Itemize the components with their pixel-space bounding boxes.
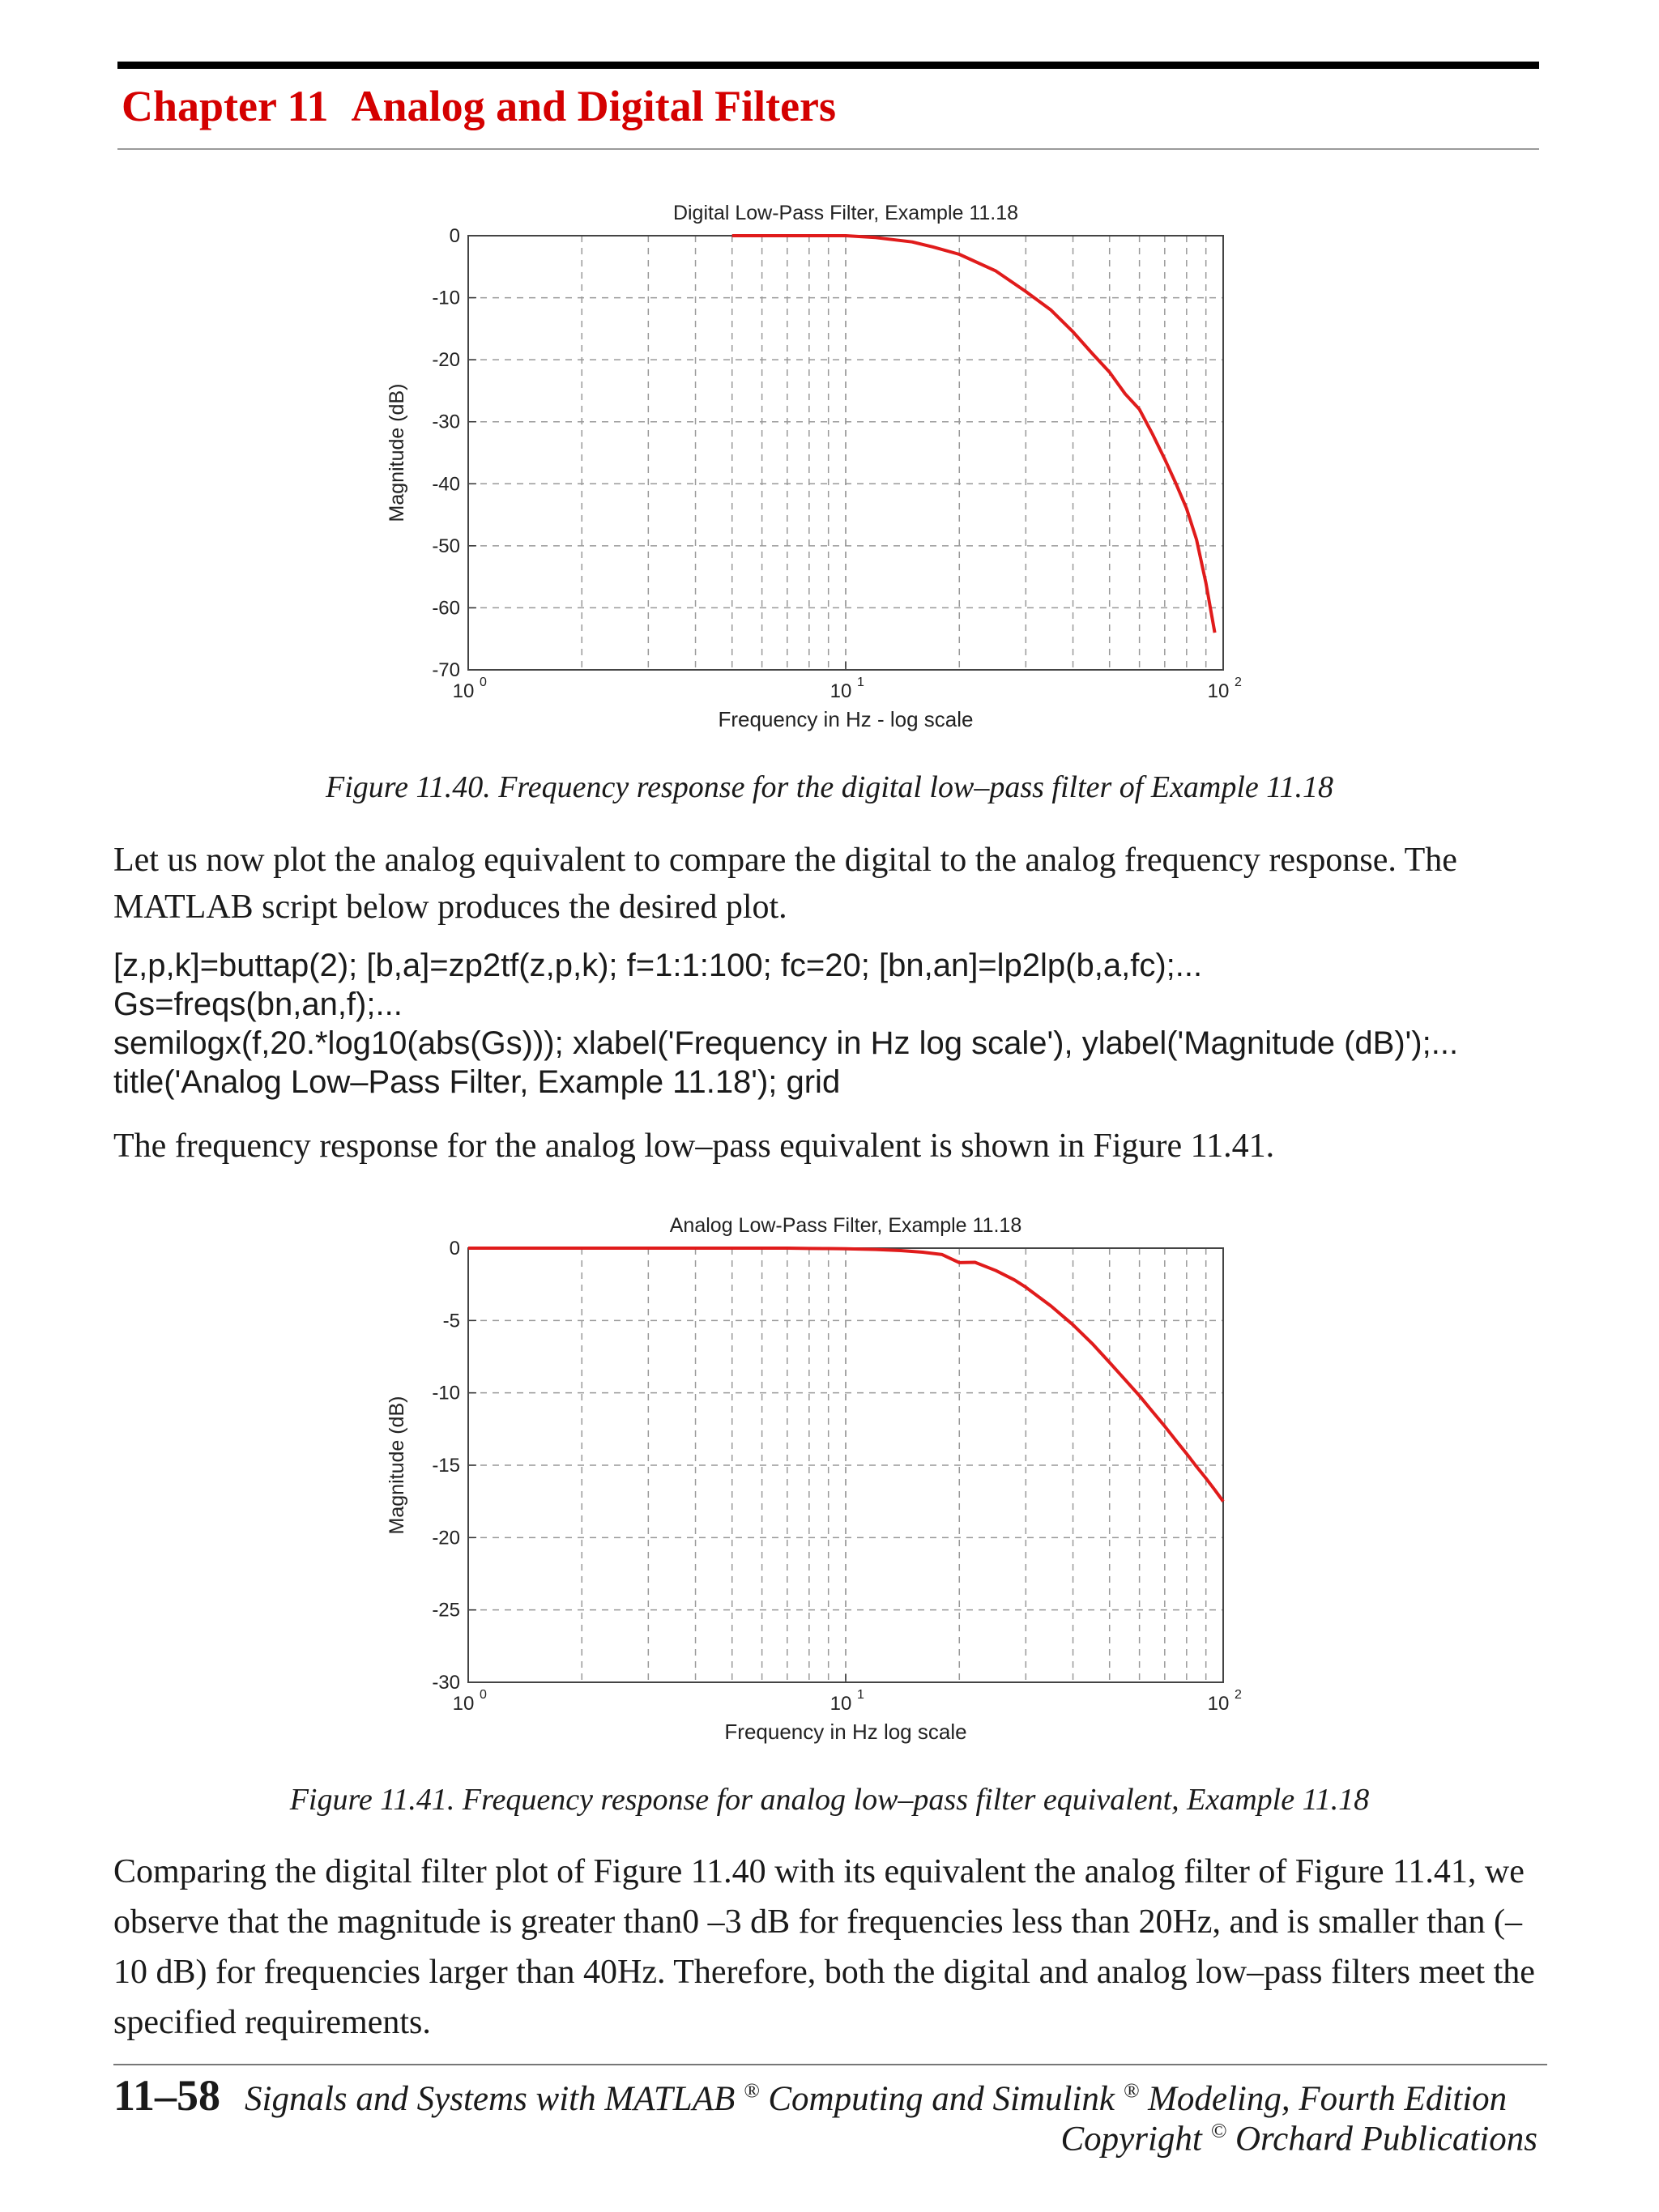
paragraph-figure-ref: The frequency response for the analog low–pass equivalent is shown in Figure 11.41. xyxy=(113,1127,1275,1165)
x-tick-label: 10 xyxy=(830,680,852,702)
value-40hz: 40Hz xyxy=(583,1954,657,1991)
code-line: [z,p,k]=buttap(2); [b,a]=zp2tf(z,p,k); f=1:1:100; fc=20; [bn,an]=lp2lp(b,a,fc);... xyxy=(113,948,1203,983)
code-line: title('Analog Low–Pass Filter, Example 11.18'); grid xyxy=(113,1064,841,1100)
x-tick-label: 10 xyxy=(1207,1693,1230,1715)
chapter-heading xyxy=(122,81,836,131)
value-20hz: 20Hz xyxy=(1138,1903,1213,1941)
analog-lowpass-chart xyxy=(340,1195,1247,1778)
publisher: Orchard Publications xyxy=(1226,2120,1537,2159)
x-tick-exponent: 1 xyxy=(857,676,864,689)
y-tick-label: -10 xyxy=(432,1382,460,1404)
x-tick-label: 10 xyxy=(830,1693,852,1715)
y-tick-label: -70 xyxy=(432,659,460,681)
x-tick-exponent: 2 xyxy=(1235,676,1242,689)
chart-title: Digital Low-Pass Filter, Example 11.18 xyxy=(672,202,1019,224)
x-axis-label: Frequency in Hz log scale xyxy=(724,1720,967,1744)
text-run: . Therefore, both the digital and analog low–pass filters meet the specified requirements. xyxy=(113,1954,1535,2041)
x-tick-label: 10 xyxy=(452,1693,475,1715)
y-tick-label: -40 xyxy=(432,473,460,496)
header-rule xyxy=(117,62,1539,69)
x-tick-label: 10 xyxy=(1207,680,1230,702)
registered-mark: ® xyxy=(1123,2078,1140,2103)
matlab-code-block xyxy=(113,946,1458,1102)
paragraph-comparison xyxy=(113,1847,1543,2048)
y-tick-label: -20 xyxy=(432,1527,460,1549)
text-run: ) for frequencies larger than xyxy=(195,1954,584,1991)
figure-11-41-caption: Figure 11.41. Frequency response for analog low–pass filter equivalent, Example 11.18 xyxy=(289,1783,1370,1817)
text-run: , and is smaller than ( xyxy=(1212,1903,1506,1941)
registered-mark: ® xyxy=(743,2078,760,2103)
y-tick-label: 0 xyxy=(449,225,460,247)
copyright-label: Copyright xyxy=(1060,2120,1202,2159)
y-tick-label: -5 xyxy=(442,1310,460,1332)
y-axis-label: Magnitude (dB) xyxy=(386,1396,408,1535)
x-tick-exponent: 0 xyxy=(480,1688,487,1702)
digital-lowpass-chart xyxy=(340,182,1247,765)
header-underline xyxy=(117,148,1539,150)
chapter-number: Chapter 11 xyxy=(122,82,329,130)
y-tick-label: -60 xyxy=(432,597,460,620)
book-title: Signals and Systems with MATLAB ® Computing and Simulink ® Modeling, Fourth Edition xyxy=(245,2078,1508,2118)
x-tick-exponent: 1 xyxy=(857,1688,864,1702)
copyright-symbol: © xyxy=(1210,2119,1227,2142)
copyright-line xyxy=(1060,2119,1537,2159)
footer xyxy=(113,2070,1539,2120)
y-tick-label: -30 xyxy=(432,411,460,433)
x-tick-exponent: 2 xyxy=(1235,1688,1242,1702)
chart-title: Analog Low-Pass Filter, Example 11.18 xyxy=(669,1214,1022,1237)
y-axis-label: Magnitude (dB) xyxy=(386,383,408,522)
y-tick-label: -10 xyxy=(432,287,460,309)
code-line: Gs=freqs(bn,an,f);... xyxy=(113,987,403,1022)
code-line: semilogx(f,20.*log10(abs(Gs))); xlabel('Frequency in Hz log scale'), ylabel('Magnitude (dB)');... xyxy=(113,1025,1459,1061)
page-number: 11–58 xyxy=(113,2071,221,2120)
y-tick-label: 0 xyxy=(449,1238,460,1259)
y-tick-label: -30 xyxy=(432,1672,460,1694)
value-10db: –10 dB xyxy=(113,1903,1523,1991)
y-tick-label: -50 xyxy=(432,535,460,557)
text-run: Comparing the digital filter plot of Figure 11.40 with its equivalent the analog filter of Figure 11.41, we observe that the magnitude is greater than0 xyxy=(113,1853,1525,1941)
y-tick-label: -20 xyxy=(432,349,460,372)
y-tick-label: -25 xyxy=(432,1599,460,1622)
x-tick-label: 10 xyxy=(452,680,475,702)
footer-rule xyxy=(113,2064,1547,2065)
value-3db: –3 dB xyxy=(707,1903,791,1941)
x-tick-exponent: 0 xyxy=(480,676,487,689)
chapter-title: Analog and Digital Filters xyxy=(351,82,837,130)
paragraph-intro: Let us now plot the analog equivalent to compare the digital to the analog frequency response. The MATLAB script below produces the desired plot. xyxy=(113,842,1457,926)
x-axis-label: Frequency in Hz - log scale xyxy=(718,707,974,731)
y-tick-label: -15 xyxy=(432,1455,460,1477)
figure-11-40-caption: Figure 11.40. Frequency response for the digital low–pass filter of Example 11.18 xyxy=(326,770,1333,804)
text-run: for frequencies less than xyxy=(790,1903,1139,1941)
